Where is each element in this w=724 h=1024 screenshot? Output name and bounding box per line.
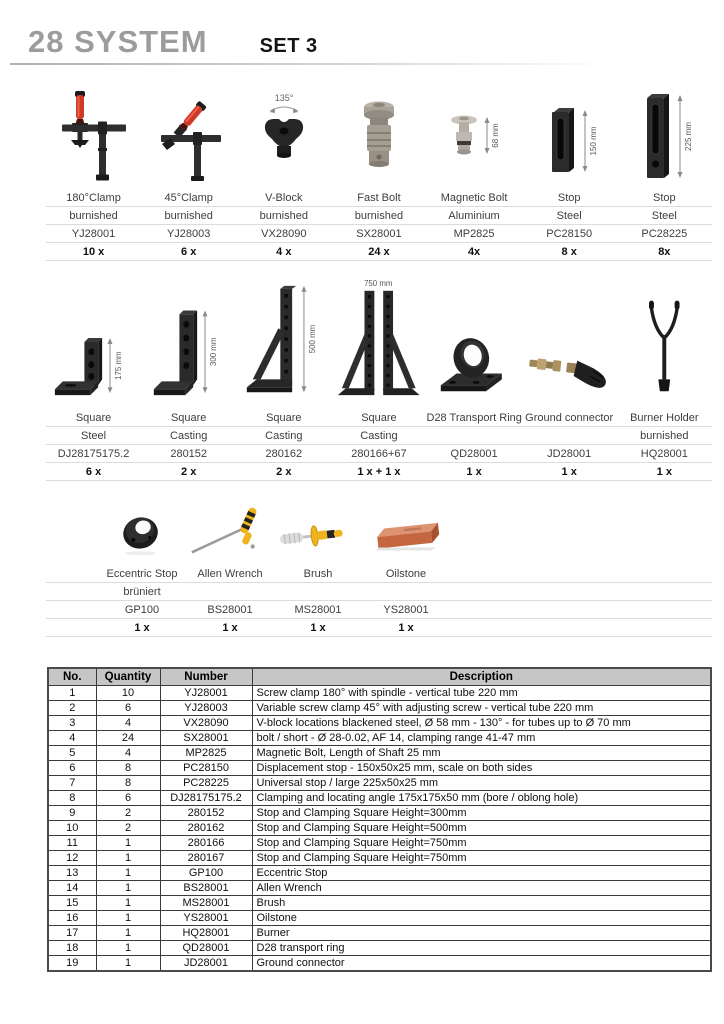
magnetic-bolt-icon	[429, 90, 519, 185]
product-number-label: 280166+67	[351, 447, 407, 460]
product-name-label: 180°Clamp	[66, 191, 121, 204]
clamp-45-figure	[141, 90, 236, 185]
quantity-cell: 6	[96, 791, 160, 806]
svg-text:500 mm: 500 mm	[307, 324, 317, 354]
square-small-figure	[46, 277, 141, 405]
svg-text:175 mm: 175 mm	[113, 351, 123, 380]
product-qty-label: 1 x	[310, 621, 326, 634]
clamp-180-figure	[46, 90, 141, 185]
product-labels-row-2	[46, 409, 712, 481]
number-cell: 280152	[160, 806, 252, 821]
product-number-label: HQ28001	[640, 447, 688, 460]
product-name-label: Allen Wrench	[197, 567, 263, 580]
no-cell: 11	[48, 836, 96, 851]
fast-bolt-icon	[339, 90, 419, 185]
description-cell: Burner	[252, 926, 711, 941]
product-grid-row-3	[46, 503, 712, 637]
product-material-label: Casting	[265, 429, 303, 442]
svg-text:225 mm: 225 mm	[684, 122, 694, 151]
magnetic-bolt-figure	[427, 90, 522, 185]
material-strip	[46, 207, 712, 225]
description-cell: V-block locations blackened steel, Ø 58 mm - 130° - for tubes up to Ø 70 mm	[252, 716, 711, 731]
table-row	[48, 836, 711, 851]
name-strip	[46, 189, 712, 207]
oilstone-figure	[362, 505, 450, 561]
product-name-label: Brush	[303, 567, 333, 580]
table-row	[48, 806, 711, 821]
product-qty-label: 1 x	[134, 621, 150, 634]
number-strip	[46, 445, 712, 463]
table-row	[48, 926, 711, 941]
table-row	[48, 941, 711, 956]
product-qty-label: 4 x	[276, 245, 292, 258]
quantity-cell: 1	[96, 896, 160, 911]
table-row	[48, 716, 711, 731]
number-cell: SX28001	[160, 731, 252, 746]
product-qty-label: 1 x	[398, 621, 414, 634]
description-cell: Universal stop / large 225x50x25 mm	[252, 776, 711, 791]
number-cell: 280167	[160, 851, 252, 866]
svg-text:750 mm: 750 mm	[364, 278, 393, 288]
product-material-label: Steel	[81, 429, 107, 442]
clamp-45-icon	[149, 90, 229, 185]
no-cell: 13	[48, 866, 96, 881]
ground-connector-figure	[522, 277, 617, 405]
square-pair-figure	[331, 277, 426, 405]
product-qty-label: 1 x	[466, 465, 482, 478]
quantity-cell: 6	[96, 701, 160, 716]
quantity-cell: 4	[96, 746, 160, 761]
product-name-label: Stop	[557, 191, 581, 204]
quantity-strip	[46, 463, 712, 481]
oilstone-icon	[364, 505, 449, 561]
product-name-label: Square	[266, 411, 302, 424]
quantity-cell: 8	[96, 776, 160, 791]
number-strip	[46, 225, 712, 243]
no-cell: 12	[48, 851, 96, 866]
table-row	[48, 911, 711, 926]
table-row	[48, 881, 711, 896]
square-pair-icon	[332, 277, 426, 405]
quantity-cell: 1	[96, 836, 160, 851]
description-cell: bolt / short - Ø 28-0.02, AF 14, clamping range 41-47 mm	[252, 731, 711, 746]
no-cell: 1	[48, 686, 96, 701]
quantity-cell: 24	[96, 731, 160, 746]
quantity-strip	[46, 243, 712, 261]
product-qty-label: 1 x	[656, 465, 672, 478]
ground-connector-icon	[522, 277, 616, 405]
description-cell: Oilstone	[252, 911, 711, 926]
product-material-label: Casting	[170, 429, 208, 442]
number-cell: MP2825	[160, 746, 252, 761]
number-cell: YJ28001	[160, 686, 252, 701]
product-material-label	[522, 430, 617, 442]
number-cell: QD28001	[160, 941, 252, 956]
product-qty-label: 8 x	[561, 245, 577, 258]
product-qty-label: 2 x	[181, 465, 197, 478]
material-strip	[46, 583, 712, 601]
number-cell: VX28090	[160, 716, 252, 731]
product-number-label: GP100	[124, 603, 160, 616]
product-number-label: 280152	[170, 447, 208, 460]
quantity-cell: 1	[96, 941, 160, 956]
column-header-no: No.	[48, 668, 96, 686]
product-name-label: V-Block	[265, 191, 303, 204]
product-number-label: VX28090	[261, 227, 307, 240]
square-medium-figure	[141, 277, 236, 405]
no-cell: 7	[48, 776, 96, 791]
product-labels-row-3	[46, 565, 712, 637]
description-cell: Variable screw clamp 45° with adjusting screw - vertical tube 220 mm	[252, 701, 711, 716]
product-qty-label: 10 x	[82, 245, 105, 258]
product-number-label: SX28001	[356, 227, 402, 240]
stop-figure	[522, 90, 617, 185]
quantity-cell: 1	[96, 911, 160, 926]
product-qty-label: 1 x	[222, 621, 238, 634]
table-row	[48, 851, 711, 866]
number-cell: 280162	[160, 821, 252, 836]
stop-tall-icon	[619, 90, 709, 185]
product-qty-label: 24 x	[368, 245, 390, 258]
set-label: SET 3	[259, 35, 318, 57]
product-name-label: Oilstone	[385, 567, 427, 580]
product-qty-label: 8x	[658, 245, 671, 258]
table-row	[48, 746, 711, 761]
header-divider	[10, 63, 664, 65]
no-cell: 2	[48, 701, 96, 716]
no-cell: 14	[48, 881, 96, 896]
column-header-description: Description	[252, 668, 711, 686]
product-name-label: Stop	[652, 191, 676, 204]
product-name-label: Square	[170, 411, 207, 424]
description-cell: Stop and Clamping Square Height=750mm	[252, 851, 711, 866]
table-row	[48, 761, 711, 776]
product-images-row-3	[46, 503, 712, 561]
description-cell: Allen Wrench	[252, 881, 711, 896]
product-number-label: BS28001	[207, 603, 253, 616]
product-material-label: Aluminium	[448, 209, 500, 222]
product-number-label: QD28001	[450, 447, 498, 460]
product-material-label: Casting	[360, 429, 398, 442]
no-cell: 15	[48, 896, 96, 911]
no-cell: 4	[48, 731, 96, 746]
square-large-figure	[236, 277, 331, 405]
burner-holder-icon	[618, 277, 712, 405]
product-material-label	[274, 586, 362, 598]
column-header-quantity: Quantity	[96, 668, 160, 686]
product-material-label: burnished	[259, 209, 308, 222]
no-cell: 3	[48, 716, 96, 731]
table-row	[48, 896, 711, 911]
quantity-cell: 1	[96, 881, 160, 896]
square-large-icon	[237, 277, 331, 405]
number-cell: DJ28175175.2	[160, 791, 252, 806]
quantity-cell: 8	[96, 761, 160, 776]
quantity-cell: 1	[96, 866, 160, 881]
quantity-cell: 4	[96, 716, 160, 731]
parts-table-header-row	[48, 668, 711, 686]
quantity-strip	[46, 619, 712, 637]
v-block-icon	[244, 90, 324, 185]
stop-tall-figure	[617, 90, 712, 185]
burner-holder-figure	[617, 277, 712, 405]
description-cell: Clamping and locating angle 175x175x50 mm (bore / oblong hole)	[252, 791, 711, 806]
quantity-cell: 1	[96, 926, 160, 941]
page-header	[0, 0, 724, 60]
square-medium-icon	[142, 277, 236, 405]
product-material-label: Steel	[556, 209, 582, 222]
product-qty-label: 1 x + 1 x	[357, 465, 401, 478]
product-qty-label: 6 x	[181, 245, 197, 258]
product-name-label: 45°Clamp	[164, 191, 213, 204]
product-images-row-1	[46, 89, 712, 185]
number-cell: GP100	[160, 866, 252, 881]
description-cell: Displacement stop - 150x50x25 mm, scale on both sides	[252, 761, 711, 776]
quantity-cell: 2	[96, 806, 160, 821]
number-cell: MS28001	[160, 896, 252, 911]
quantity-cell: 1	[96, 851, 160, 866]
product-name-label: Burner Holder	[630, 411, 699, 424]
description-cell: Brush	[252, 896, 711, 911]
description-cell: Magnetic Bolt, Length of Shaft 25 mm	[252, 746, 711, 761]
svg-text:68 mm: 68 mm	[491, 123, 501, 148]
table-row	[48, 821, 711, 836]
quantity-cell: 2	[96, 821, 160, 836]
product-number-label: MS28001	[294, 603, 342, 616]
product-number-label: PC28150	[546, 227, 593, 240]
svg-text:300 mm: 300 mm	[208, 337, 218, 367]
product-images-row-2	[46, 275, 712, 405]
product-number-label: MP2825	[453, 227, 495, 240]
product-material-label: brüniert	[123, 585, 161, 598]
description-cell: Stop and Clamping Square Height=300mm	[252, 806, 711, 821]
product-name-label: Square	[75, 411, 112, 424]
transport-ring-icon	[427, 277, 521, 405]
column-header-number: Number	[160, 668, 252, 686]
product-material-label: Steel	[651, 209, 677, 222]
name-strip	[46, 565, 712, 583]
product-material-label	[427, 430, 522, 442]
allen-wrench-figure	[186, 505, 274, 561]
table-row	[48, 731, 711, 746]
no-cell: 19	[48, 956, 96, 972]
product-number-label: DJ28175175.2	[57, 447, 130, 460]
allen-wrench-icon	[188, 505, 273, 561]
product-name-label: Fast Bolt	[357, 191, 401, 204]
no-cell: 18	[48, 941, 96, 956]
brush-figure	[274, 505, 362, 561]
number-cell: 280166	[160, 836, 252, 851]
product-number-label: PC28225	[641, 227, 688, 240]
svg-text:135°: 135°	[274, 93, 294, 103]
no-cell: 16	[48, 911, 96, 926]
parts-table-body	[48, 686, 711, 972]
table-row	[48, 701, 711, 716]
table-row	[48, 686, 711, 701]
product-qty-label: 1 x	[561, 465, 577, 478]
product-number-label: JD28001	[547, 447, 592, 460]
no-cell: 10	[48, 821, 96, 836]
transport-ring-figure	[427, 277, 522, 405]
product-name-label: Ground connector	[525, 411, 614, 424]
number-cell: YJ28003	[160, 701, 252, 716]
product-material-label	[186, 586, 274, 598]
svg-text:150 mm: 150 mm	[589, 126, 599, 156]
number-cell: PC28225	[160, 776, 252, 791]
description-cell: Screw clamp 180° with spindle - vertical tube 220 mm	[252, 686, 711, 701]
table-row	[48, 956, 711, 972]
description-cell: Eccentric Stop	[252, 866, 711, 881]
product-number-label: 280162	[265, 447, 303, 460]
product-number-label: YJ28003	[166, 227, 211, 240]
product-qty-label: 2 x	[276, 465, 292, 478]
number-cell: BS28001	[160, 881, 252, 896]
description-cell: Ground connector	[252, 956, 711, 972]
number-cell: HQ28001	[160, 926, 252, 941]
number-cell: YS28001	[160, 911, 252, 926]
v-block-figure	[236, 90, 331, 185]
product-name-label: Square	[361, 411, 397, 424]
parts-table	[47, 667, 712, 972]
brush-icon	[276, 505, 361, 561]
description-cell: Stop and Clamping Square Height=750mm	[252, 836, 711, 851]
product-material-label: burnished	[640, 429, 689, 442]
quantity-cell: 1	[96, 956, 160, 972]
product-grid-row-1	[46, 89, 712, 261]
product-qty-label: 4x	[467, 245, 481, 258]
no-cell: 9	[48, 806, 96, 821]
quantity-cell: 10	[96, 686, 160, 701]
number-cell: JD28001	[160, 956, 252, 972]
fast-bolt-figure	[331, 90, 426, 185]
product-material-label: burnished	[69, 209, 118, 222]
description-cell: Stop and Clamping Square Height=500mm	[252, 821, 711, 836]
square-small-icon	[47, 277, 141, 405]
clamp-180-icon	[54, 90, 134, 185]
product-grid-row-2	[46, 275, 712, 481]
product-labels-row-1	[46, 189, 712, 261]
table-row	[48, 791, 711, 806]
product-number-label: YS28001	[383, 603, 429, 616]
product-name-label: Eccentric Stop	[106, 567, 178, 580]
product-material-label	[362, 586, 450, 598]
table-row	[48, 866, 711, 881]
material-strip	[46, 427, 712, 445]
no-cell: 8	[48, 791, 96, 806]
table-row	[48, 776, 711, 791]
product-number-label: YJ28001	[71, 227, 116, 240]
number-strip	[46, 601, 712, 619]
product-name-label: D28 Transport Ring	[426, 411, 522, 424]
description-cell: D28 transport ring	[252, 941, 711, 956]
product-material-label: burnished	[354, 209, 404, 222]
page-title: 28 SYSTEM	[28, 24, 208, 59]
product-qty-label: 6 x	[85, 465, 102, 478]
stop-icon	[524, 90, 614, 185]
name-strip	[46, 409, 712, 427]
product-name-label: Magnetic Bolt	[440, 191, 508, 204]
eccentric-stop-icon	[100, 505, 185, 561]
product-material-label: burnished	[164, 209, 213, 222]
eccentric-stop-figure	[98, 505, 186, 561]
number-cell: PC28150	[160, 761, 252, 776]
no-cell: 6	[48, 761, 96, 776]
no-cell: 5	[48, 746, 96, 761]
no-cell: 17	[48, 926, 96, 941]
